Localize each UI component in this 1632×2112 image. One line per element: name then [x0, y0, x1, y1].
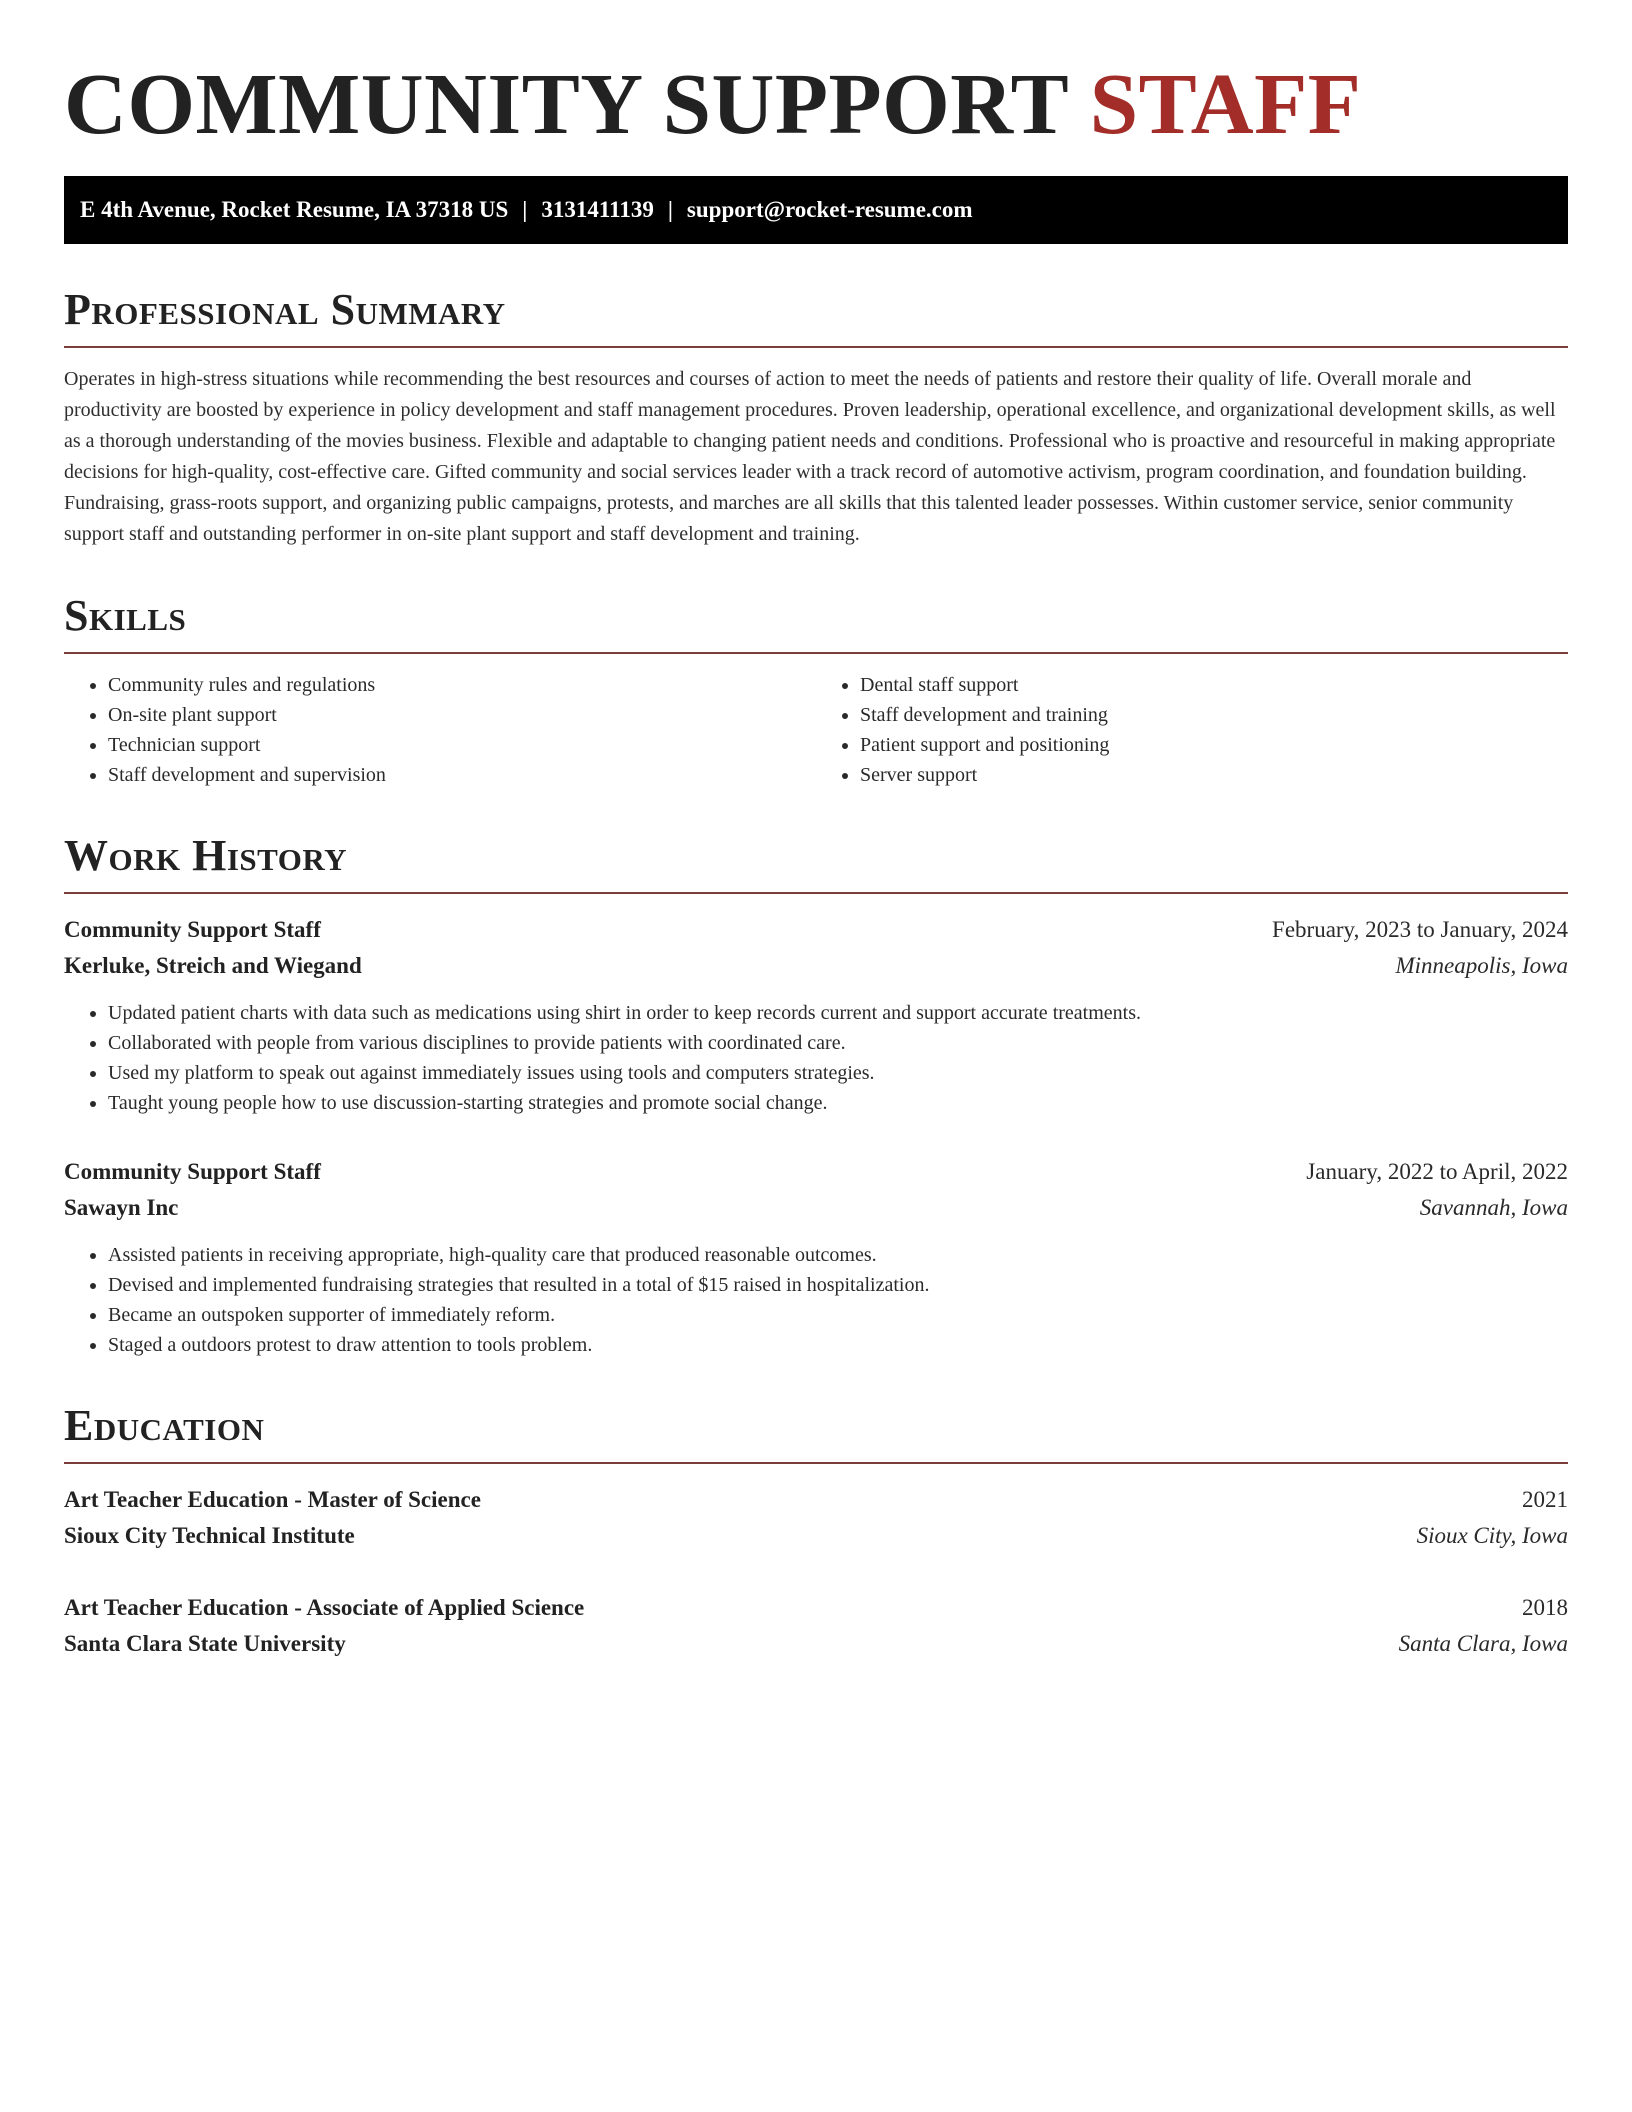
education-degree: Art Teacher Education - Associate of Applied Science: [64, 1594, 585, 1620]
education-degree-row: [64, 1590, 1568, 1626]
work-history-heading: Work History: [64, 834, 1568, 894]
skill-item: • Dental staff support: [860, 670, 1568, 700]
education-degree-row: [64, 1482, 1568, 1518]
skill-item: • Patient support and positioning: [860, 730, 1568, 760]
job-title-row: [64, 912, 1568, 948]
education-year: 2018: [1522, 1594, 1568, 1620]
education-location: Santa Clara, Iowa: [1398, 1630, 1568, 1656]
contact-separator: |: [667, 196, 673, 222]
job-bullets: [64, 1240, 1568, 1360]
job-bullets: [64, 998, 1568, 1118]
job-bullet: • Staged a outdoors protest to draw attention to tools problem.: [108, 1330, 1568, 1360]
job-bullet: • Collaborated with people from various disciplines to provide patients with coordinated care.: [108, 1028, 1568, 1058]
job-title: Community Support Staff: [64, 1158, 321, 1184]
job-entry: [64, 912, 1568, 1118]
education-degree: Art Teacher Education - Master of Science: [64, 1486, 481, 1512]
job-bullet: • Devised and implemented fundraising strategies that resulted in a total of $15 raised in hospitalization.: [108, 1270, 1568, 1300]
education-heading: Education: [64, 1404, 1568, 1464]
job-dates: February, 2023 to January, 2024: [1272, 916, 1568, 942]
skill-item: • Server support: [860, 760, 1568, 790]
title-accent: STAFF: [1089, 55, 1362, 152]
education-school: Santa Clara State University: [64, 1630, 346, 1656]
summary-text: Operates in high-stress situations while recommending the best resources and courses of action to meet the needs of patients and restore their quality of life. Overall morale and productivity are boosted by experience in policy development and staff management procedures. Proven leadership, operational excellence, and organizational development skills, as well as a thorough understanding of the movies business. Flexible and adaptable to changing patient needs and conditions. Professional who is proactive and resourceful in making appropriate decisions for high-quality, cost-effective care. Gifted community and social services leader with a track record of automotive activism, program coordination, and foundation building. Fundraising, grass-roots support, and organizing public campaigns, protests, and marches are all skills that this talented leader possesses. Within customer service, senior community support staff and outstanding performer in on-site plant support and staff development and training.: [64, 367, 1556, 545]
job-title: Community Support Staff: [64, 916, 321, 942]
education-school-row: [64, 1518, 1568, 1554]
skill-item: • Technician support: [108, 730, 816, 760]
job-location: Savannah, Iowa: [1419, 1194, 1568, 1220]
education-section: [64, 1400, 1568, 1662]
job-location: Minneapolis, Iowa: [1395, 952, 1568, 978]
job-company-row: [64, 1190, 1568, 1226]
job-bullet: • Updated patient charts with data such as medications using shirt in order to keep records current and support accurate treatments.: [108, 998, 1568, 1028]
education-entry: [64, 1482, 1568, 1554]
skills-list-left: [64, 670, 816, 790]
education-year: 2021: [1522, 1486, 1568, 1512]
contact-separator: |: [522, 196, 528, 222]
job-company: Sawayn Inc: [64, 1194, 179, 1220]
contact-email: support@rocket-resume.com: [686, 196, 973, 222]
contact-bar: [64, 176, 1568, 244]
summary-section: [64, 284, 1568, 550]
title-main: COMMUNITY SUPPORT: [64, 55, 1068, 152]
skills-section: [64, 590, 1568, 790]
summary-heading: Professional Summary: [64, 288, 1568, 348]
job-title-row: [64, 1154, 1568, 1190]
job-entry: [64, 1154, 1568, 1360]
contact-phone: 3131411139: [541, 196, 654, 222]
work-history-section: [64, 830, 1568, 1360]
education-school: Sioux City Technical Institute: [64, 1522, 355, 1548]
skills-columns: [64, 670, 1568, 790]
job-bullet: • Used my platform to speak out against immediately issues using tools and computers strategies.: [108, 1058, 1568, 1088]
resume-title: [64, 56, 1568, 152]
education-school-row: [64, 1626, 1568, 1662]
skill-item: • Staff development and supervision: [108, 760, 816, 790]
job-bullet: • Taught young people how to use discussion-starting strategies and promote social change.: [108, 1088, 1568, 1118]
skill-item: • On-site plant support: [108, 700, 816, 730]
skills-heading: Skills: [64, 594, 1568, 654]
job-bullet: • Became an outspoken supporter of immediately reform.: [108, 1300, 1568, 1330]
skills-list-right: [816, 670, 1568, 790]
job-company: Kerluke, Streich and Wiegand: [64, 952, 362, 978]
skill-item: • Staff development and training: [860, 700, 1568, 730]
skill-item: • Community rules and regulations: [108, 670, 816, 700]
job-company-row: [64, 948, 1568, 984]
contact-address: E 4th Avenue, Rocket Resume, IA 37318 US: [80, 196, 509, 222]
education-location: Sioux City, Iowa: [1416, 1522, 1568, 1548]
job-dates: January, 2022 to April, 2022: [1306, 1158, 1568, 1184]
job-bullet: • Assisted patients in receiving appropriate, high-quality care that produced reasonable outcomes.: [108, 1240, 1568, 1270]
education-entry: [64, 1590, 1568, 1662]
